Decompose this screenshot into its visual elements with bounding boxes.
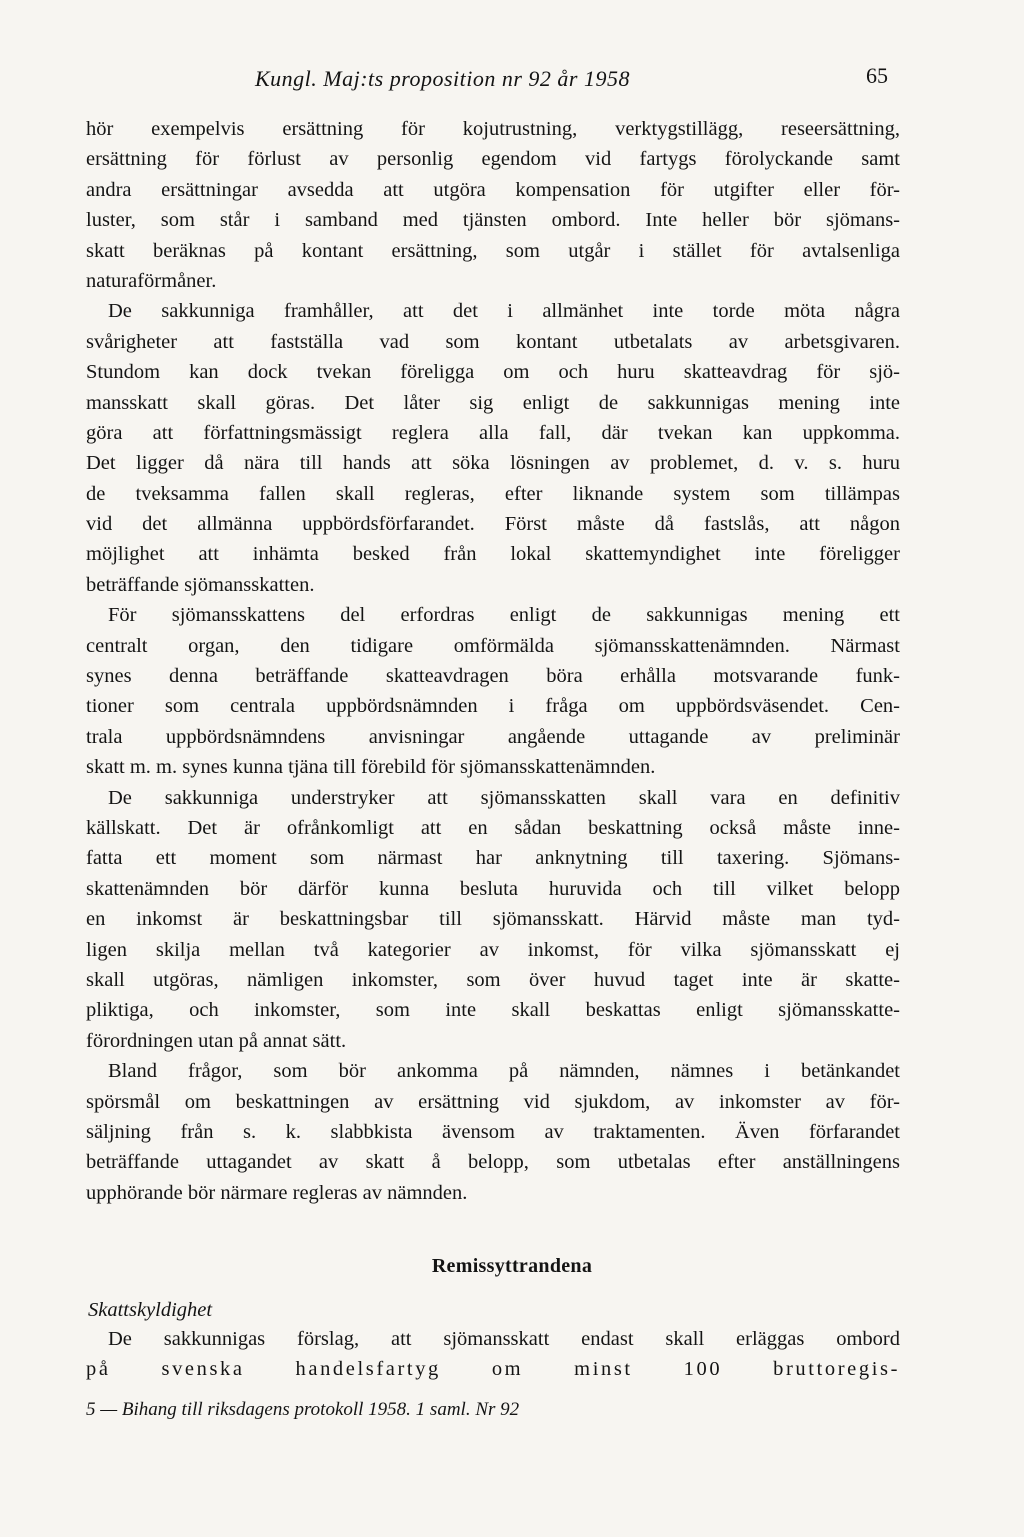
text-line: andra ersättningar avsedda att utgöra kompensation för utgifter eller för- [86, 178, 900, 201]
paragraph-3 [86, 600, 900, 782]
text-line: För sjömansskattens del erfordras enligt de sakkunnigas mening ett [108, 604, 900, 627]
paragraph-5 [86, 1056, 900, 1208]
text-line: beträffande uttagandet av skatt å belopp, som utbetalas efter anställningens [86, 1151, 900, 1174]
text-line: luster, som står i samband med tjänsten ombord. Inte heller bör sjömans- [86, 209, 900, 232]
text-line: trala uppbördsnämndens anvisningar angående uttagande av preliminär [86, 725, 900, 748]
page-number: 65 [866, 63, 888, 88]
text-line: skatt m. m. synes kunna tjäna till förebild för sjömansskattenämnden. [86, 756, 656, 779]
text-line: skattenämnden bör därför kunna besluta huruvida och till vilket belopp [86, 877, 900, 900]
paragraph-1 [86, 114, 900, 296]
text-line: beträffande sjömansskatten. [86, 573, 315, 596]
section-text [86, 1324, 900, 1385]
text-line: skall utgöras, nämligen inkomster, som över huvud taget inte är skatte- [86, 968, 900, 991]
text-line: mansskatt skall göras. Det låter sig enligt de sakkunnigas mening inte [86, 391, 900, 414]
text-line: skatt beräknas på kontant ersättning, som utgår i stället för avtalsenliga [86, 239, 900, 262]
text-line: en inkomst är beskattningsbar till sjömansskatt. Härvid måste man tyd- [86, 908, 900, 931]
subheading: Skattskyldighet [88, 1299, 213, 1321]
text-line: göra att författningsmässigt reglera alla fall, där tvekan kan uppkomma. [86, 421, 900, 444]
running-head: Kungl. Maj:ts proposition nr 92 år 1958 [255, 66, 630, 91]
paragraph-4 [86, 783, 900, 1057]
text-line: Stundom kan dock tvekan föreligga om och huru skatteavdrag för sjö- [86, 361, 900, 384]
page-footer: 5 — Bihang till riksdagens protokoll 1958. 1 saml. Nr 92 [86, 1399, 520, 1420]
text-line: källskatt. Det är ofrånkomligt att en sådan beskattning också måste inne- [86, 816, 900, 839]
text-line: Det ligger då nära till hands att söka lösningen av problemet, d. v. s. huru [86, 452, 900, 475]
text-line: pliktiga, och inkomster, som inte skall beskattas enligt sjömansskatte- [86, 999, 900, 1022]
text-line: ersättning för förlust av personlig egendom vid fartygs förolyckande samt [86, 148, 900, 171]
text-line: vid det allmänna uppbördsförfarandet. Först måste då fastslås, att någon [86, 513, 900, 536]
text-line: De sakkunnigas förslag, att sjömansskatt endast skall erläggas ombord [108, 1328, 900, 1350]
paragraph-2 [86, 296, 900, 600]
text-line: de tveksamma fallen skall regleras, efter liknande system som tillämpas [86, 482, 900, 505]
text-line: svårigheter att fastställa vad som kontant utbetalats av arbetsgivaren. [86, 330, 900, 353]
text-line: på svenska handelsfartyg om minst 100 bruttoregis- [86, 1358, 900, 1381]
text-line: spörsmål om beskattningen av ersättning vid sjukdom, av inkomster av för- [86, 1090, 900, 1113]
text-line: tioner som centrala uppbördsnämnden i fråga om uppbördsväsendet. Cen- [86, 695, 900, 718]
text-line: synes denna beträffande skatteavdragen böra erhålla motsvarande funk- [86, 665, 900, 688]
body-text [86, 114, 900, 1208]
text-line: centralt organ, den tidigare omförmälda sjömansskattenämnden. Närmast [86, 634, 900, 657]
text-line: upphörande bör närmare regleras av nämnden. [86, 1181, 468, 1204]
text-line: fatta ett moment som närmast har anknytning till taxering. Sjömans- [86, 847, 900, 870]
text-line: ligen skilja mellan två kategorier av inkomst, för vilka sjömansskatt ej [86, 938, 900, 961]
section-heading: Remissyttrandena [431, 1255, 593, 1277]
text-line: förordningen utan på annat sätt. [86, 1029, 347, 1052]
text-line: naturaförmåner. [86, 269, 217, 292]
text-line: möjlighet att inhämta besked från lokal skattemyndighet inte föreligger [86, 543, 900, 566]
text-line: hör exempelvis ersättning för kojutrustning, verktygstillägg, reseersättning, [86, 118, 900, 140]
text-line: De sakkunniga understryker att sjömansskatten skall vara en definitiv [108, 786, 900, 809]
text-line: säljning från s. k. slabbkista ävensom av traktamenten. Även förfarandet [86, 1120, 900, 1143]
text-line: Bland frågor, som bör ankomma på nämnden, nämnes i betänkandet [108, 1060, 900, 1083]
text-line: De sakkunniga framhåller, att det i allmänhet inte torde möta några [108, 300, 900, 323]
